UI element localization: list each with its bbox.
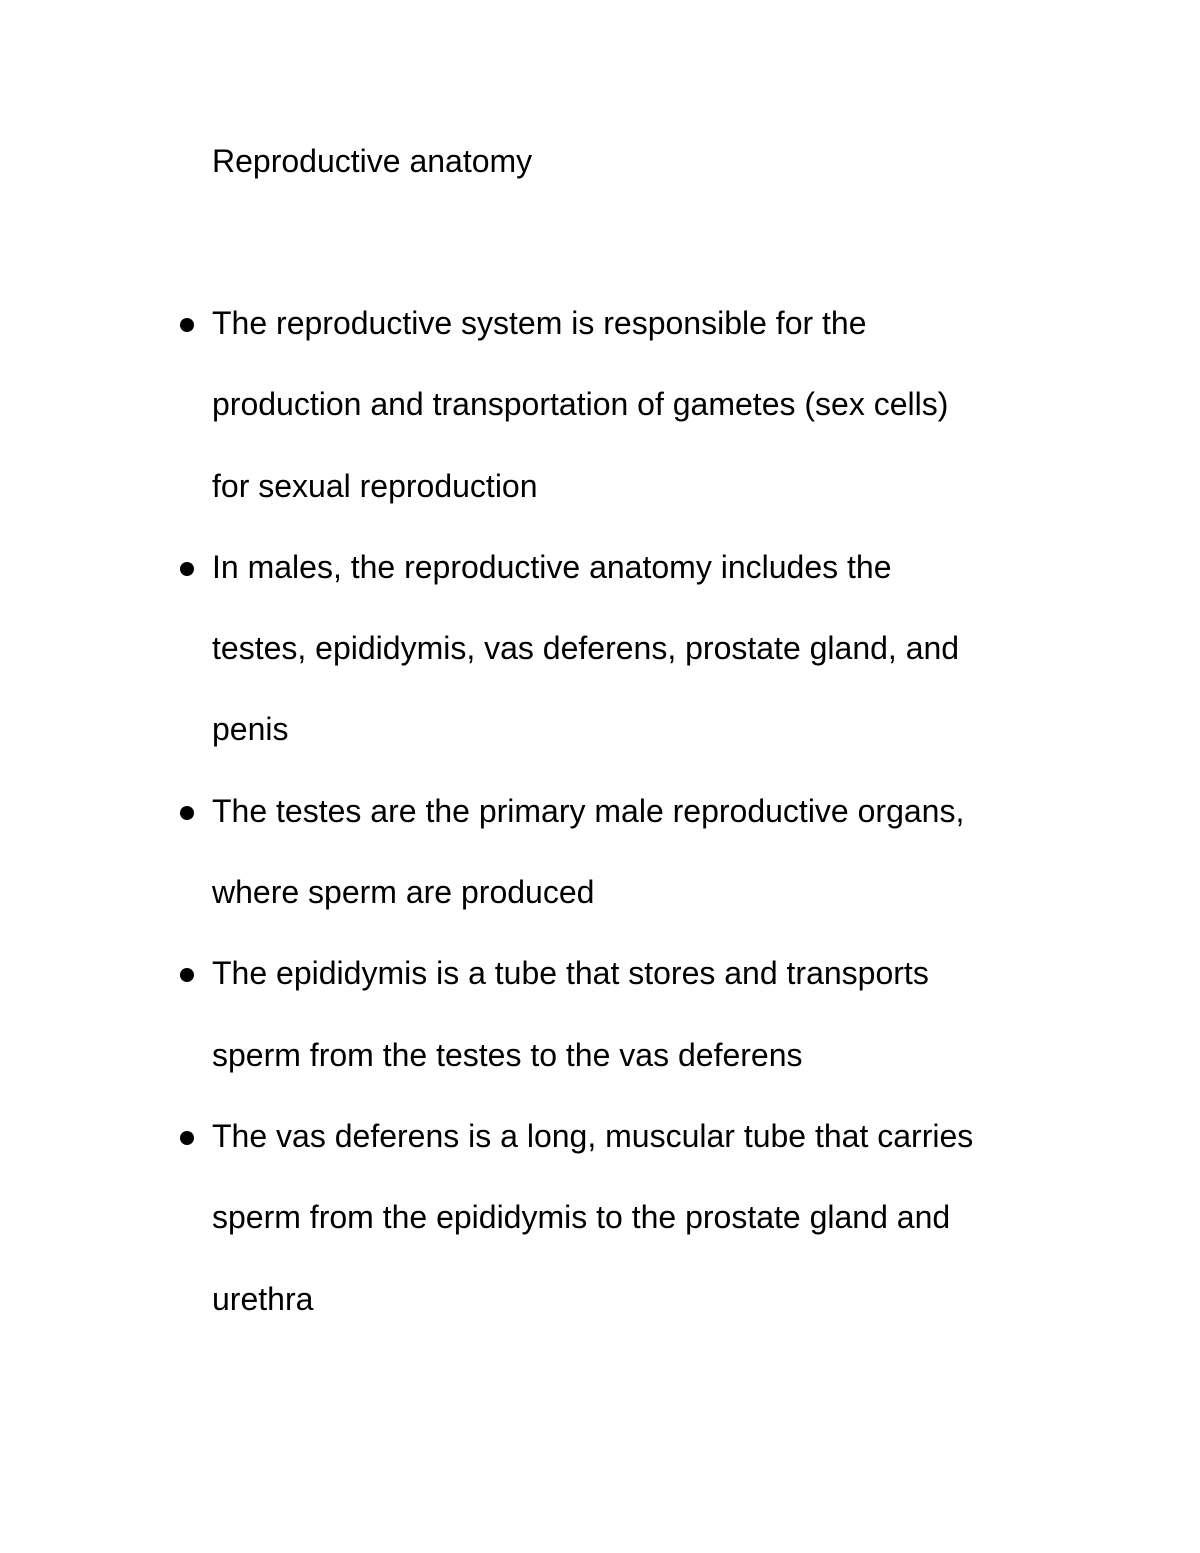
bullet-icon bbox=[180, 318, 194, 332]
bullet-text-line: for sexual reproduction bbox=[212, 467, 538, 504]
bullet-text-line: The testes are the primary male reproductive organs, bbox=[212, 792, 965, 829]
bullet-text-line: urethra bbox=[212, 1280, 314, 1317]
bullet-list bbox=[212, 302, 1112, 1359]
bullet-text-line: The vas deferens is a long, muscular tube that carries bbox=[212, 1117, 974, 1154]
bullet-text-line: production and transportation of gametes (sex cells) bbox=[212, 386, 949, 423]
list-item bbox=[212, 790, 1112, 953]
bullet-text-line: penis bbox=[212, 711, 289, 748]
bullet-icon bbox=[180, 562, 194, 576]
list-item bbox=[212, 1115, 1112, 1359]
document-title: Reproductive anatomy bbox=[212, 143, 533, 179]
bullet-icon bbox=[180, 1131, 194, 1145]
list-item bbox=[212, 952, 1112, 1115]
list-item bbox=[212, 546, 1112, 790]
bullet-text-line: sperm from the epididymis to the prostate gland and bbox=[212, 1199, 951, 1236]
bullet-text-line: sperm from the testes to the vas deferens bbox=[212, 1036, 803, 1073]
bullet-icon bbox=[180, 806, 194, 820]
bullet-text-line: The reproductive system is responsible for the bbox=[212, 305, 867, 341]
bullet-text-line: In males, the reproductive anatomy includes the bbox=[212, 548, 892, 585]
bullet-text-line: The epididymis is a tube that stores and transports bbox=[212, 955, 929, 992]
list-item bbox=[212, 302, 1112, 546]
bullet-text-line: testes, epididymis, vas deferens, prostate gland, and bbox=[212, 630, 960, 667]
bullet-icon bbox=[180, 968, 194, 982]
bullet-text-line: where sperm are produced bbox=[212, 874, 595, 911]
